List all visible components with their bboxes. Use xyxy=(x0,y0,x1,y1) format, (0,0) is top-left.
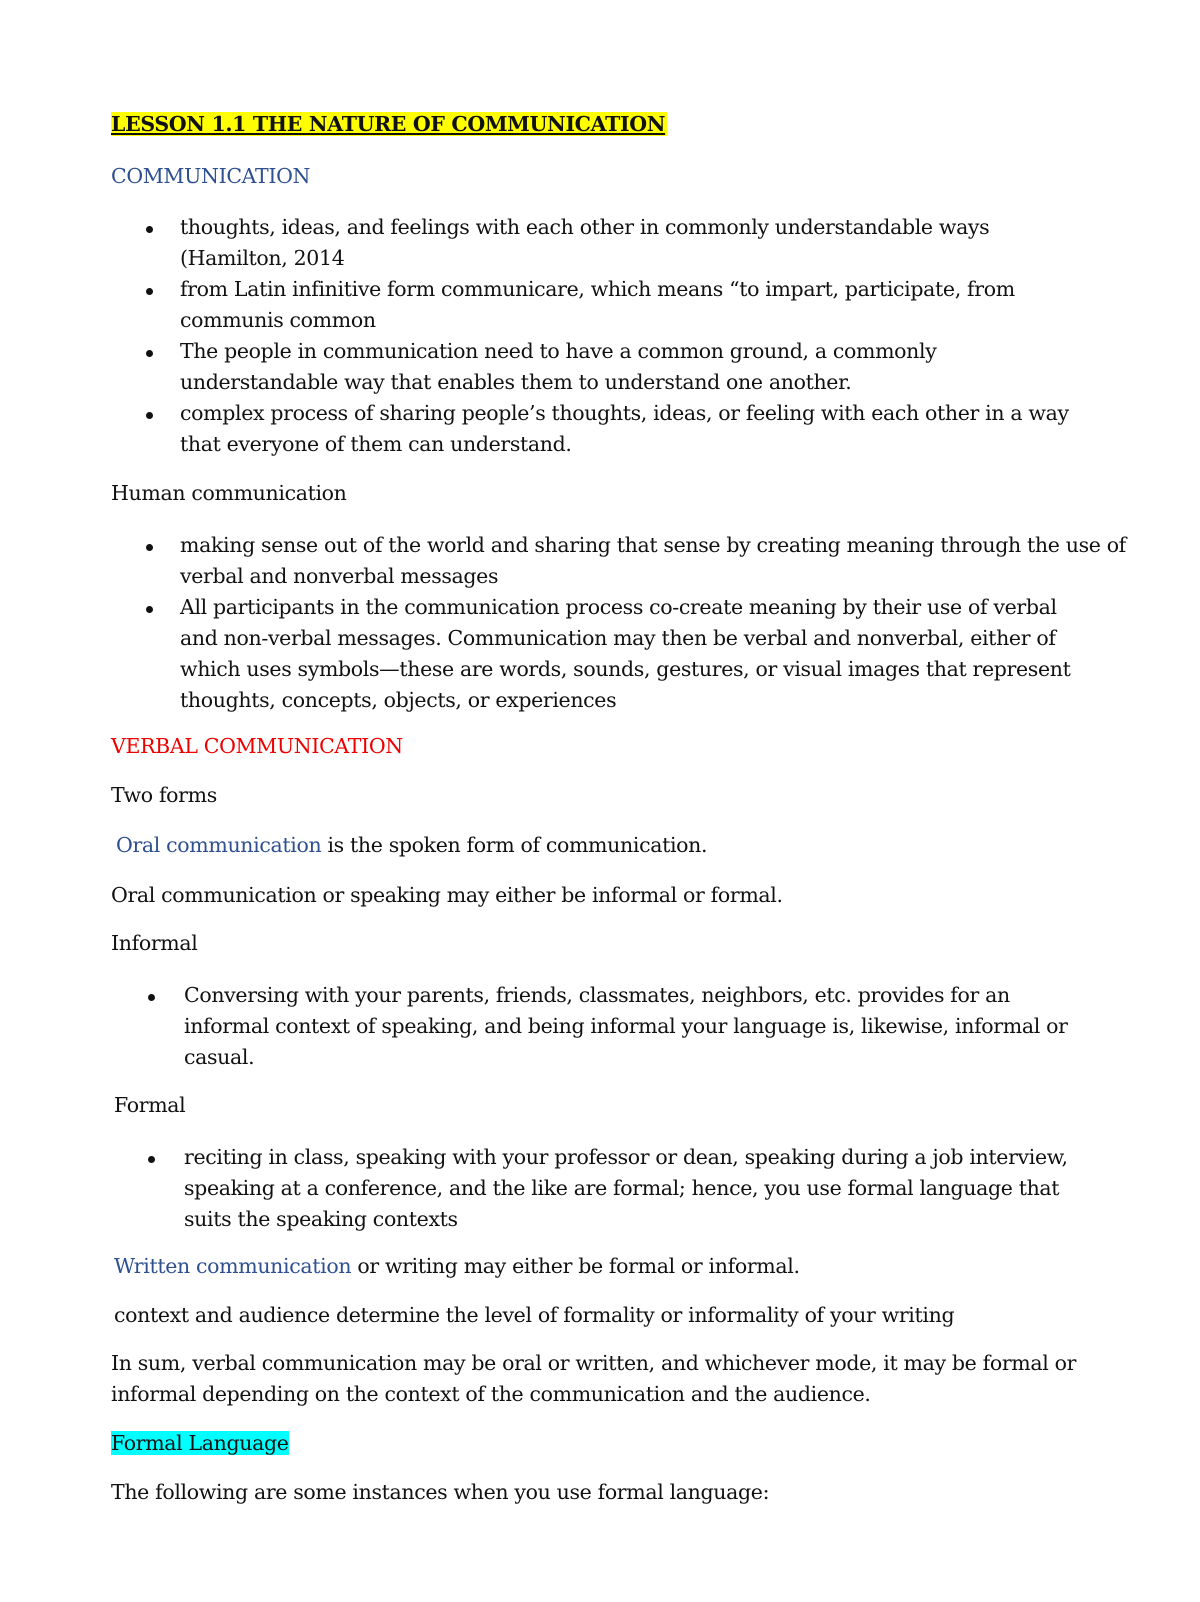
list-item: thoughts, ideas, and feelings with each other in commonly understandable ways (Hamilton, 2014 xyxy=(0,212,1200,274)
communication-list xyxy=(0,212,1200,460)
heading-verbal-communication: VERBAL COMMUNICATION xyxy=(111,734,403,758)
list-item: from Latin infinitive form communicare, which means “to impart, participate, from communis common xyxy=(0,274,1200,336)
heading-formal-language: Formal Language xyxy=(111,1431,289,1455)
lesson-title: LESSON 1.1 THE NATURE OF COMMUNICATION xyxy=(111,112,666,136)
list-item: making sense out of the world and sharing that sense by creating meaning through the use of verbal and nonverbal messages xyxy=(0,530,1200,592)
formal-language-intro: The following are some instances when you use formal language: xyxy=(111,1480,770,1504)
bullet-icon xyxy=(146,544,153,551)
in-sum-paragraph: In sum, verbal communication may be oral or written, and whichever mode, it may be formal or informal depending on the context of the communication and the audience. xyxy=(111,1351,1077,1406)
list-item: complex process of sharing people’s thoughts, ideas, or feeling with each other in a way that everyone of them can understand. xyxy=(0,398,1200,460)
list-item: Conversing with your parents, friends, classmates, neighbors, etc. provides for an informal context of speaking, and being informal your language is, likewise, informal or casual. xyxy=(0,980,1200,1073)
list-item: The people in communication need to have a common ground, a commonly understandable way that enables them to understand one another. xyxy=(0,336,1200,398)
two-forms-label: Two forms xyxy=(111,783,217,807)
bullet-icon xyxy=(146,350,153,357)
bullet-icon xyxy=(148,994,155,1001)
heading-communication: COMMUNICATION xyxy=(111,164,311,188)
list-item: All participants in the communication process co-create meaning by their use of verbal and non-verbal messages. Communication may then be verbal and nonverbal, either of which uses symbols—these are words, sounds, gestures, or visual images that represent thoughts, concepts, objects, or experiences xyxy=(0,592,1200,716)
heading-formal: Formal xyxy=(114,1093,186,1117)
heading-human-communication: Human communication xyxy=(111,481,347,505)
informal-list xyxy=(0,980,1200,1073)
oral-formality-line: Oral communication or speaking may either be informal or formal. xyxy=(111,883,783,907)
oral-communication-line: Oral communication is the spoken form of communication. xyxy=(116,833,708,857)
written-communication-line: Written communication or writing may either be formal or informal. xyxy=(114,1254,800,1278)
bullet-icon xyxy=(146,606,153,613)
human-communication-list xyxy=(0,530,1200,716)
bullet-icon xyxy=(146,288,153,295)
heading-informal: Informal xyxy=(111,931,198,955)
formal-list xyxy=(0,1142,1200,1235)
bullet-icon xyxy=(146,412,153,419)
context-audience-line: context and audience determine the level of formality or informality of your writing xyxy=(114,1303,955,1327)
list-item: reciting in class, speaking with your professor or dean, speaking during a job interview, speaking at a conference, and the like are formal; hence, you use formal language that suits the speaking contexts xyxy=(0,1142,1200,1235)
bullet-icon xyxy=(148,1156,155,1163)
bullet-icon xyxy=(146,226,153,233)
